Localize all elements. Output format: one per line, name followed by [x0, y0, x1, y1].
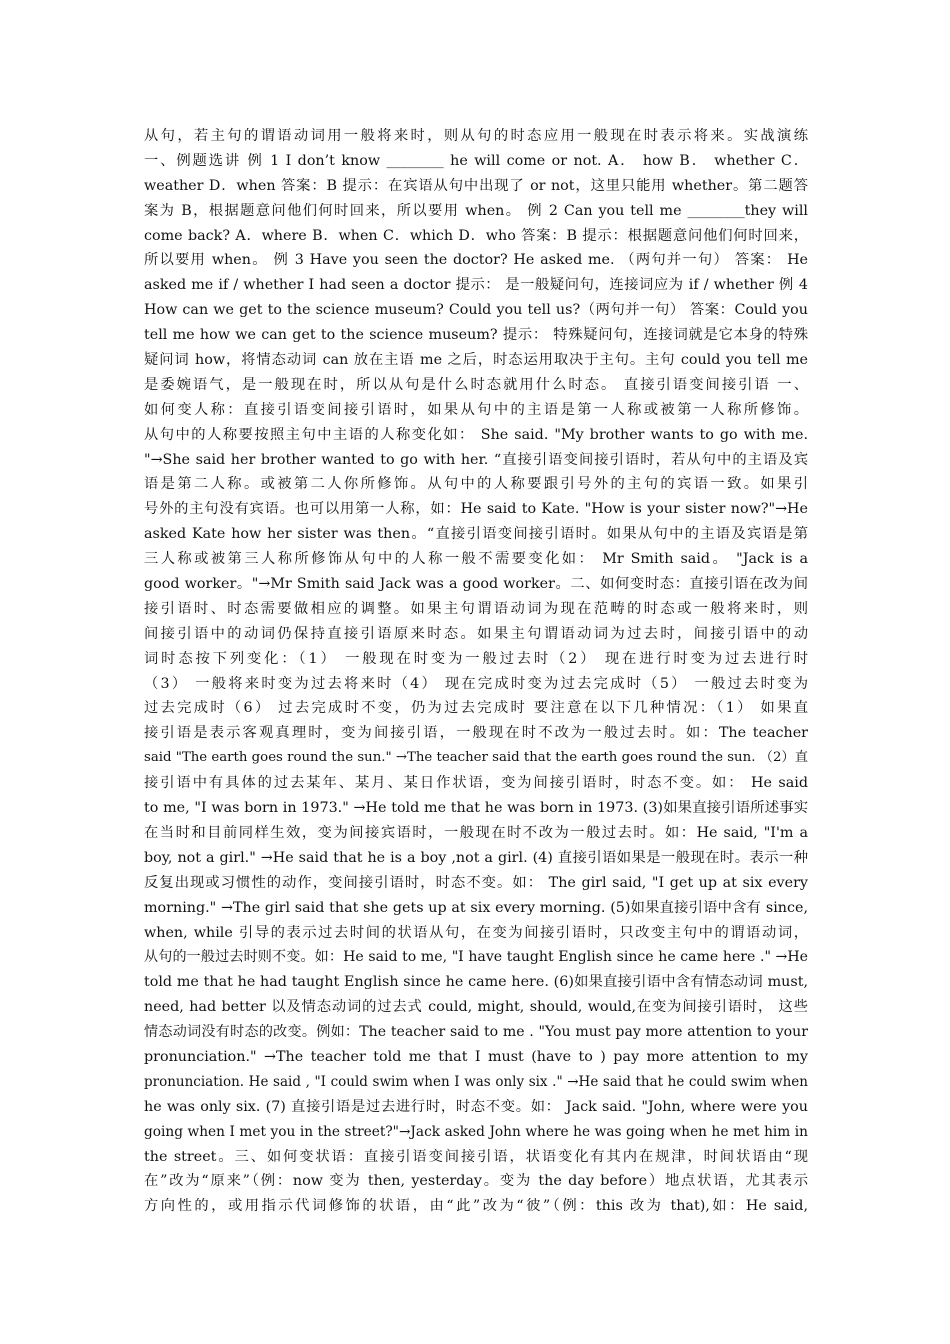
- text-line: said "The earth goes round the sun." →The teacher said that the earth goes round the sun. （2）直: [144, 750, 808, 766]
- text-line: to me, "I was born in 1973." →He told me that he was born in 1973. (3)如果直接引语所述事实: [144, 800, 808, 817]
- text-line: 三人称或被第三人称所修饰从句中的人称一般不需要变化如： Mr Smith said。 "Jack is a: [144, 551, 808, 568]
- text-line: 从句，若主句的谓语动词用一般将来时，则从句的时态应用一般现在时表示将来。实战演练: [144, 128, 808, 144]
- document-body-text: [144, 124, 808, 1219]
- text-line: 方向性的，或用指示代词修饰的状语，由“此”改为“彼”（例：this 改为 that),如：He said,: [144, 1198, 808, 1215]
- text-line: 接引语中有具体的过去某年、某月、某日作状语，变为间接引语时，时态不变。如： He said: [144, 775, 808, 792]
- text-line: 一、例题选讲 例 1 I don’t know ________ he will come or not. A． how B． whether C．: [144, 152, 808, 169]
- text-line: asked me if / whether I had seen a doctor 提示： 是一般疑问句，连接词应为 if / whether 例 4: [144, 277, 808, 294]
- text-line: 在当时和目前同样生效，变为间接宾语时，一般现在时不改为一般过去时。如：He said, "I'm a: [144, 824, 808, 841]
- text-line: 过去完成时（6） 过去完成时不变，仍为过去完成时 要注意在以下几种情况：（1） 如果直: [144, 700, 808, 717]
- text-line: pronunciation." →The teacher told me that I must (have to ) pay more attention to my: [144, 1048, 808, 1065]
- text-line: 在”改为“原来”（例：now 变为 then, yesterday。变为 the day before）地点状语，尤其表示: [144, 1173, 808, 1190]
- text-line: 接引语是表示客观真理时，变为间接引语，一般现在时不改为一般过去时。如：The teacher: [144, 725, 808, 742]
- text-line: he was only six. (7) 直接引语是过去进行时，时态不变。如： Jack said. "John, where were you: [144, 1098, 808, 1115]
- text-line: weather D．when 答案：B 提示：在宾语从句中出现了 or not，这里只能用 whether。第二题答: [144, 177, 808, 194]
- text-line: pronunciation. He said , "I could swim when I was only six ." →He said that he could swim when: [144, 1073, 808, 1090]
- text-line: 如何变人称：直接引语变间接引语时，如果从句中的主语是第一人称或被第一人称所修饰。: [144, 401, 808, 418]
- text-line: boy, not a girl." →He said that he is a boy ,not a girl. (4) 直接引语如果是一般现在时。表示一种: [144, 849, 808, 866]
- text-line: morning." →The girl said that she gets up at six every morning. (5)如果直接引语中含有 since,: [144, 899, 808, 916]
- text-line: （3） 一般将来时变为过去将来时（4） 现在完成时变为过去完成时（5） 一般过去时变为: [144, 675, 808, 692]
- text-line: 案为 B，根据题意问他们何时回来，所以要用 when。 例 2 Can you tell me ________they will: [144, 202, 808, 219]
- text-line: tell me how we can get to the science museum? 提示： 特殊疑问句，连接词就是它本身的特殊: [144, 327, 808, 344]
- text-line: 所以要用 when。 例 3 Have you seen the doctor? He asked me. （两句并一句） 答案： He: [144, 252, 808, 269]
- text-line: 反复出现或习惯性的动作，变间接引语时，时态不变。如： The girl said, "I get up at six every: [144, 874, 808, 891]
- text-line: the street。三、如何变状语：直接引语变间接引语，状语变化有其内在规津，时间状语由“现: [144, 1148, 808, 1165]
- text-line: "→She said her brother wanted to go with her. “直接引语变间接引语时，若从句中的主语及宾: [144, 451, 808, 468]
- text-line: come back? A．where B．when C．which D．who 答案：B 提示：根据题意问他们何时回来，: [144, 227, 808, 244]
- text-line: 语是第二人称。或被第二人你所修饰。从句中的人称要跟引号外的主句的宾语一致。如果引: [144, 476, 808, 493]
- text-line: 疑问词 how，将情态动词 can 放在主语 me 之后，时态运用取决于主句。主句 could you tell me: [144, 352, 808, 369]
- text-line: 从句中的人称要按照主句中主语的人称变化如： She said. "My brother wants to go with me.: [144, 426, 808, 443]
- text-line: need, had better 以及情态动词的过去式 could, might, should, would,在变为间接引语时， 这些: [144, 999, 808, 1016]
- text-line: 接引语时、时态需要做相应的调整。如果主句谓语动词为现在范畴的时态或一般将来时，则: [144, 600, 808, 617]
- text-line: asked Kate how her sister was then。“直接引语变间接引语时。如果从句中的主语及宾语是第: [144, 526, 808, 543]
- text-line: How can we get to the science museum? Could you tell us?（两句并一句） 答案：Could you: [144, 302, 808, 319]
- text-line: good worker。"→Mr Smith said Jack was a good worker。二、如何变时态：直接引语在改为间: [144, 576, 808, 593]
- text-line: 情态动词没有时态的改变。例如：The teacher said to me . "You must pay more attention to your: [144, 1024, 808, 1041]
- text-line: going when I met you in the street?"→Jack asked John where he was going when he met him in: [144, 1123, 808, 1140]
- text-line: 词时态按下列变化：（1） 一般现在时变为一般过去时（2） 现在进行时变为过去进行时: [144, 650, 808, 667]
- text-line: 是委婉语气，是一般现在时，所以从句是什么时态就用什么时态。 直接引语变间接引语 一、: [144, 376, 808, 393]
- text-line: 号外的主句没有宾语。也可以用第一人称，如：He said to Kate. "How is your sister now?"→He: [144, 501, 808, 518]
- text-line: when, while 引导的表示过去时间的状语从句，在变为间接引语时，只改变主句中的谓语动词，: [144, 924, 808, 941]
- text-line: told me that he had taught English since he came here. (6)如果直接引语中含有情态动词 must,: [144, 974, 808, 991]
- text-line: 间接引语中的动词仍保持直接引语原来时态。如果主句谓语动词为过去时，间接引语中的动: [144, 625, 808, 642]
- text-line: 从句的一般过去时则不变。如：He said to me, "I have taught English since he came here ." →He: [144, 949, 808, 966]
